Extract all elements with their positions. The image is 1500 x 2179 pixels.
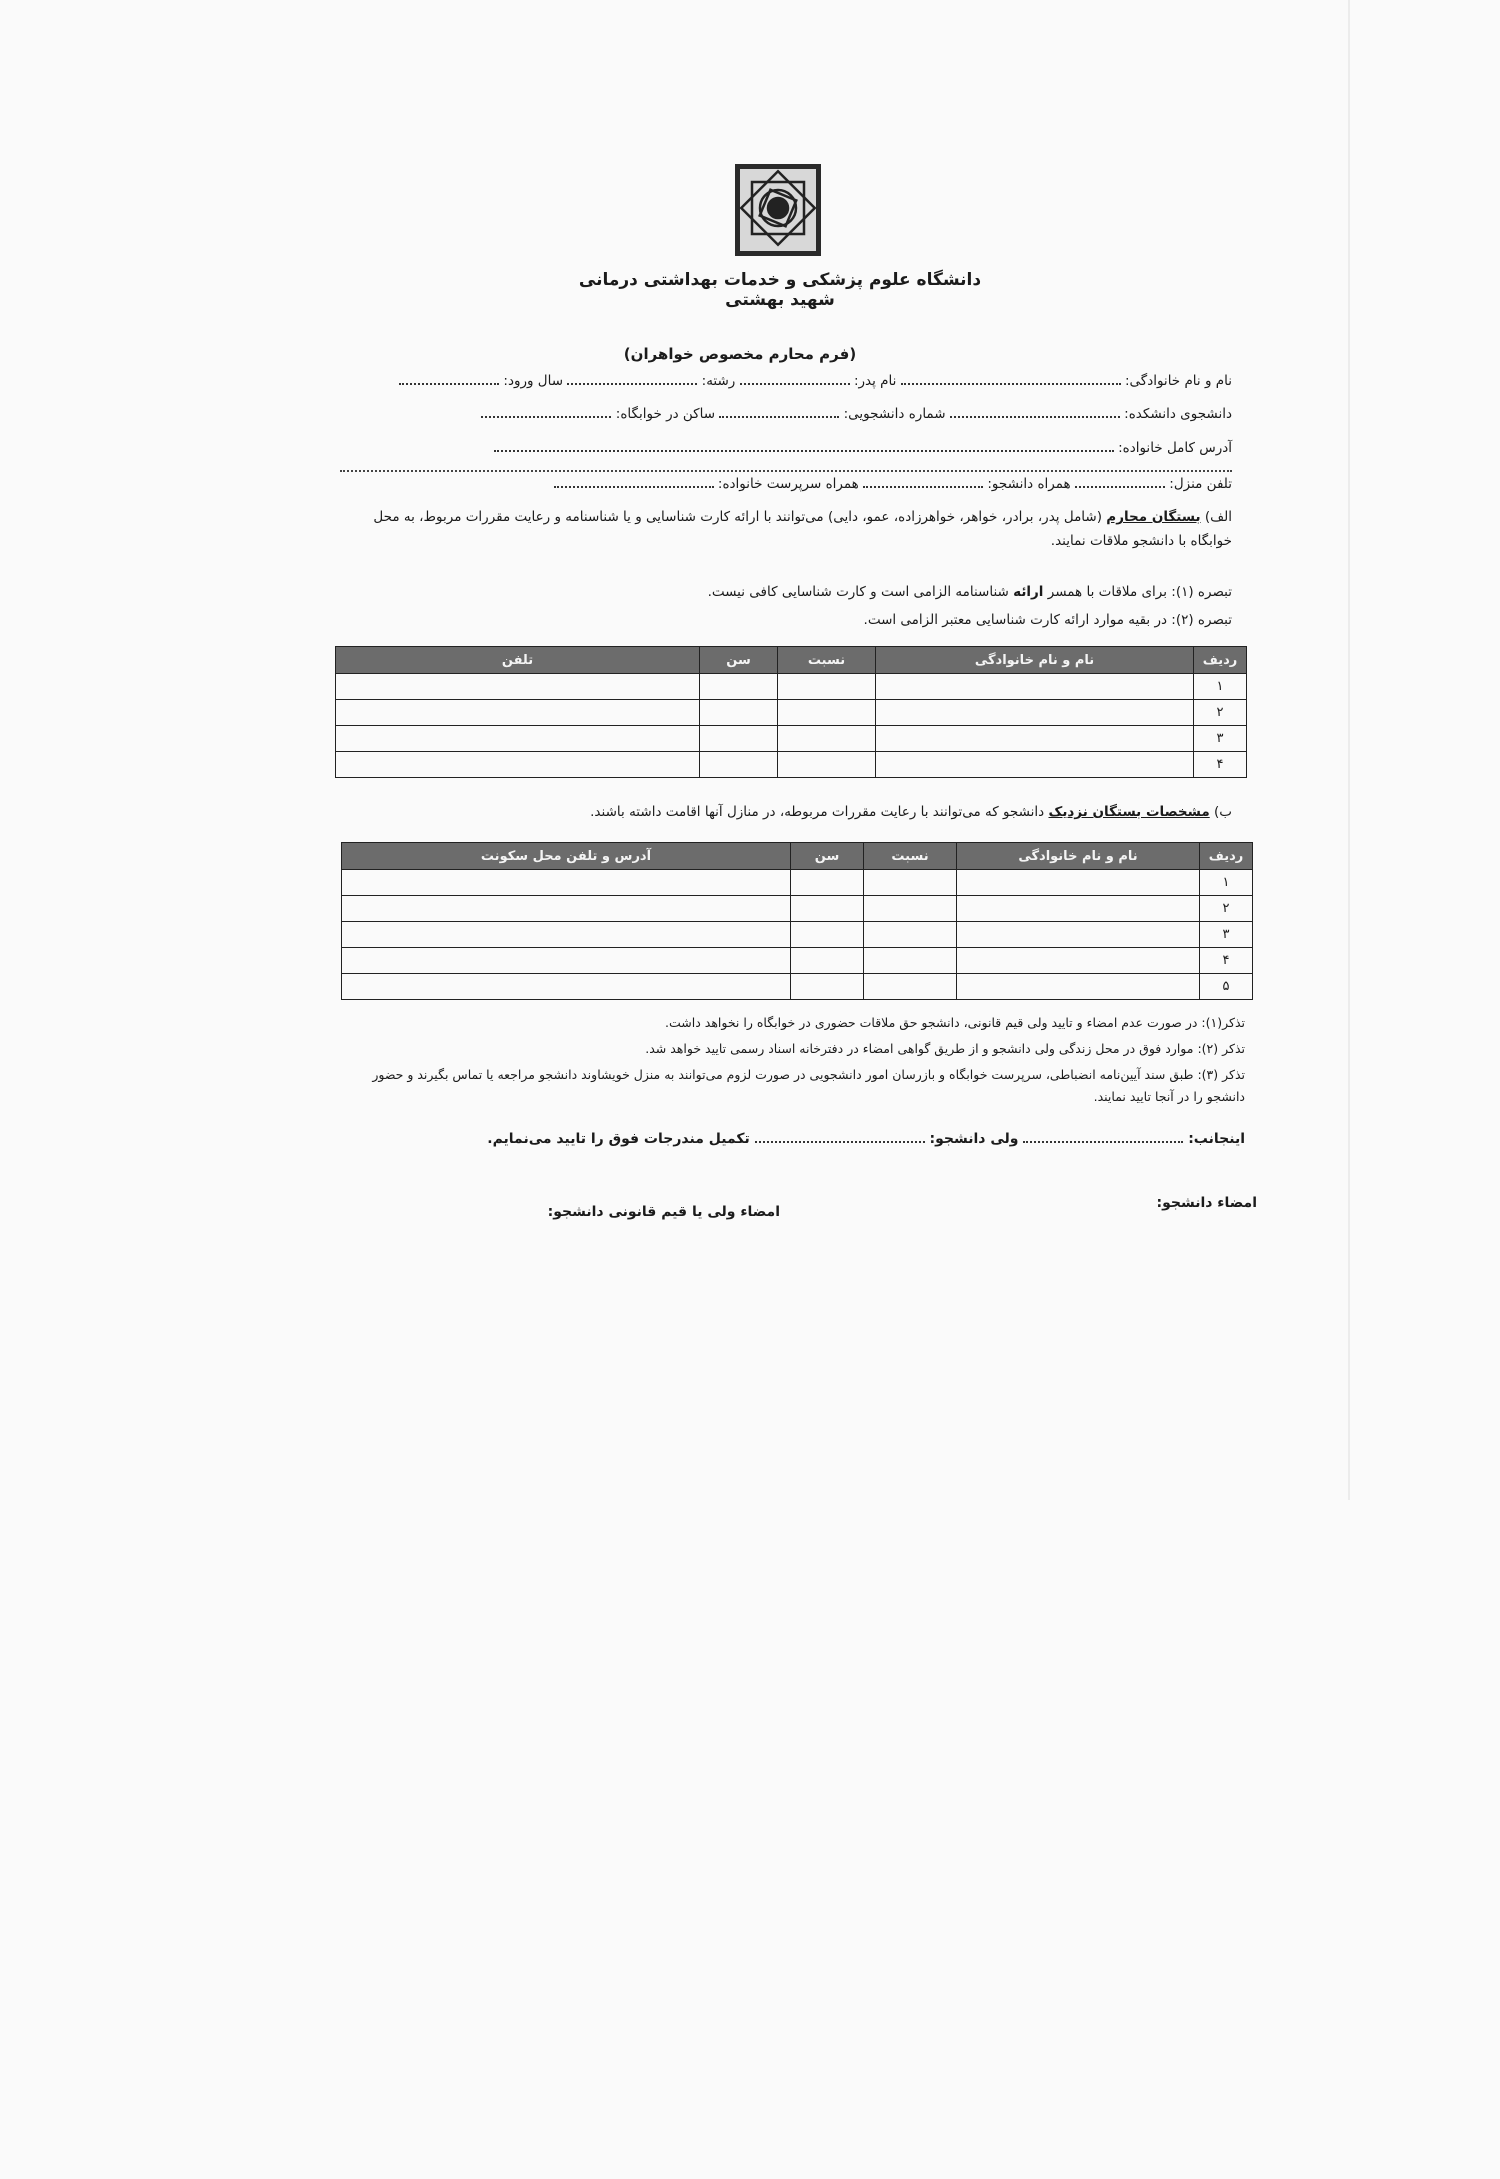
cell-name[interactable] (957, 870, 1200, 896)
cell-relation[interactable] (864, 922, 957, 948)
cell-relation[interactable] (864, 948, 957, 974)
address-label: آدرس کامل خانواده: (1118, 440, 1232, 456)
cell-name[interactable] (876, 674, 1194, 700)
guardian-signature-label: امضاء ولی یا قیم قانونی دانشجو: (547, 1204, 780, 1220)
row-number: ۵ (1200, 974, 1253, 1000)
declaration (335, 1128, 1245, 1149)
note-1-text: شناسنامه الزامی است و کارت شناسایی کافی نیست. (707, 584, 1009, 600)
col-phone: تلفن (336, 647, 700, 674)
cell-relation[interactable] (778, 726, 876, 752)
section-a (335, 505, 1232, 553)
form-title: (فرم محارم مخصوص خواهران) (623, 345, 857, 363)
table-row (342, 922, 1253, 948)
col-age: سن (791, 843, 864, 870)
row-number: ۳ (1194, 726, 1247, 752)
col-relation: نسبت (778, 647, 876, 674)
field-row-2 (335, 403, 1232, 424)
note-1 (335, 580, 1232, 604)
cell-name[interactable] (957, 922, 1200, 948)
reminder-2: تذکر (۲): موارد فوق در محل زندگی ولی دانشجو و از طریق گواهی امضاء در دفترخانه اسناد رسمی تایید خواهد شد. (645, 1041, 1245, 1056)
cell-phone[interactable] (336, 674, 700, 700)
address-line-2[interactable] (340, 468, 1232, 472)
field-row-3 (335, 437, 1232, 458)
table-row (342, 870, 1253, 896)
cell-relation[interactable] (864, 974, 957, 1000)
cell-age[interactable] (791, 896, 864, 922)
guardian-mobile-label: همراه سرپرست خانواده: (717, 476, 859, 492)
cell-name[interactable] (876, 700, 1194, 726)
field-row-4 (335, 473, 1232, 494)
table-row (336, 700, 1247, 726)
mobile-label: همراه دانشجو: (987, 476, 1071, 492)
declaration-name-input[interactable] (1023, 1128, 1183, 1143)
cell-age[interactable] (700, 700, 778, 726)
student-no-label: شماره دانشجویی: (843, 406, 946, 422)
cell-phone[interactable] (336, 726, 700, 752)
cell-name[interactable] (957, 948, 1200, 974)
cell-relation[interactable] (864, 896, 957, 922)
note-1-prefix: تبصره (۱): برای ملاقات با همسر (1047, 584, 1232, 600)
row-number: ۳ (1200, 922, 1253, 948)
cell-relation[interactable] (778, 752, 876, 778)
declaration-me: اینجانب: (1188, 1131, 1245, 1147)
close-relatives-table (341, 842, 1253, 1000)
cell-relation[interactable] (778, 700, 876, 726)
table-row (336, 726, 1247, 752)
table-row (342, 948, 1253, 974)
section-a-title: بستگان محارم (1106, 509, 1201, 525)
cell-address[interactable] (342, 896, 791, 922)
section-a-text: (شامل پدر، برادر، خواهر، خواهرزاده، عمو، دایی) می‌توانند با ارائه کارت شناسایی و یا شناسنامه و رعایت مقررات مربوط، به محل خوابگاه با دانشجو ملاقات نمایند. (373, 509, 1232, 549)
reminder-1: تذکر(۱): در صورت عدم امضاء و تایید ولی قیم قانونی، دانشجو حق ملاقات حضوری در خوابگاه را نخواهد داشت. (665, 1015, 1245, 1030)
note-2: تبصره (۲): در بقیه موارد ارائه کارت شناسایی معتبر الزامی است. (863, 612, 1232, 628)
col-name: نام و نام خانوادگی (957, 843, 1200, 870)
entry-year-label: سال ورود: (503, 373, 564, 389)
col-name: نام و نام خانوادگی (876, 647, 1194, 674)
cell-address[interactable] (342, 974, 791, 1000)
faculty-input[interactable] (950, 403, 1120, 418)
section-b-title: مشخصات بستگان نزدیک (1048, 804, 1210, 820)
address-input[interactable] (494, 437, 1114, 452)
major-label: رشته: (701, 373, 736, 389)
cell-name[interactable] (876, 752, 1194, 778)
col-address-phone: آدرس و تلفن محل سکونت (342, 843, 791, 870)
name-label: نام و نام خانوادگی: (1124, 373, 1232, 389)
home-phone-label: تلفن منزل: (1169, 476, 1232, 492)
cell-age[interactable] (791, 870, 864, 896)
reminder-3: تذکر (۳): طبق سند آیین‌نامه انضباطی، سرپرست خوابگاه و بازرسان امور دانشجویی در صورت لزوم می‌توانند به منزل خویشاوند دانشجو مراجعه یا تماس بگیرند و حضور دانشجو را در آنجا تایید نمایند. (372, 1067, 1245, 1104)
cell-address[interactable] (342, 922, 791, 948)
col-relation: نسبت (864, 843, 957, 870)
row-number: ۲ (1194, 700, 1247, 726)
declaration-guardian-input[interactable] (755, 1128, 925, 1143)
dorm-label: ساکن در خوابگاه: (615, 406, 716, 422)
cell-relation[interactable] (864, 870, 957, 896)
table-row (336, 674, 1247, 700)
row-number: ۲ (1200, 896, 1253, 922)
university-name: دانشگاه علوم پزشکی و خدمات بهداشتی درمانی شهید بهشتی (578, 270, 982, 310)
row-number: ۴ (1194, 752, 1247, 778)
cell-age[interactable] (791, 974, 864, 1000)
name-input[interactable] (901, 370, 1121, 385)
table-header-row (342, 843, 1253, 870)
page-edge (1348, 0, 1350, 1500)
cell-relation[interactable] (778, 674, 876, 700)
col-row: ردیف (1200, 843, 1253, 870)
cell-address[interactable] (342, 870, 791, 896)
section-b (335, 800, 1232, 824)
student-signature-label: امضاء دانشجو: (1156, 1195, 1257, 1211)
cell-name[interactable] (876, 726, 1194, 752)
major-input[interactable] (567, 370, 697, 385)
declaration-guardian: ولی دانشجو: (929, 1131, 1019, 1147)
cell-age[interactable] (700, 674, 778, 700)
cell-name[interactable] (957, 974, 1200, 1000)
relatives-table (335, 646, 1247, 778)
col-row: ردیف (1194, 647, 1247, 674)
cell-name[interactable] (957, 896, 1200, 922)
table-row (336, 752, 1247, 778)
cell-age[interactable] (791, 948, 864, 974)
father-input[interactable] (740, 370, 850, 385)
mobile-input[interactable] (863, 473, 983, 488)
entry-year-input[interactable] (399, 370, 499, 385)
cell-phone[interactable] (336, 752, 700, 778)
cell-age[interactable] (700, 752, 778, 778)
row-number: ۱ (1200, 870, 1253, 896)
table-header-row (336, 647, 1247, 674)
note-1-bold: ارائه (1013, 584, 1044, 600)
faculty-label: دانشجوی دانشکده: (1124, 406, 1232, 422)
section-b-text: دانشجو که می‌توانند با رعایت مقررات مربوطه، در منازل آنها اقامت داشته باشند. (590, 804, 1045, 820)
cell-phone[interactable] (336, 700, 700, 726)
home-phone-input[interactable] (1075, 473, 1165, 488)
guardian-mobile-input[interactable] (554, 473, 714, 488)
field-row-1 (335, 370, 1232, 391)
section-b-prefix: ب) (1214, 804, 1232, 820)
cell-address[interactable] (342, 948, 791, 974)
dorm-input[interactable] (481, 403, 611, 418)
row-number: ۴ (1200, 948, 1253, 974)
row-number: ۱ (1194, 674, 1247, 700)
university-logo (734, 163, 822, 257)
cell-age[interactable] (791, 922, 864, 948)
cell-age[interactable] (700, 726, 778, 752)
table-row (342, 896, 1253, 922)
declaration-confirm: تکمیل مندرجات فوق را تایید می‌نمایم. (487, 1131, 750, 1147)
table-row (342, 974, 1253, 1000)
student-no-input[interactable] (719, 403, 839, 418)
col-age: سن (700, 647, 778, 674)
father-label: نام پدر: (853, 373, 897, 389)
section-a-prefix: الف) (1204, 509, 1232, 525)
